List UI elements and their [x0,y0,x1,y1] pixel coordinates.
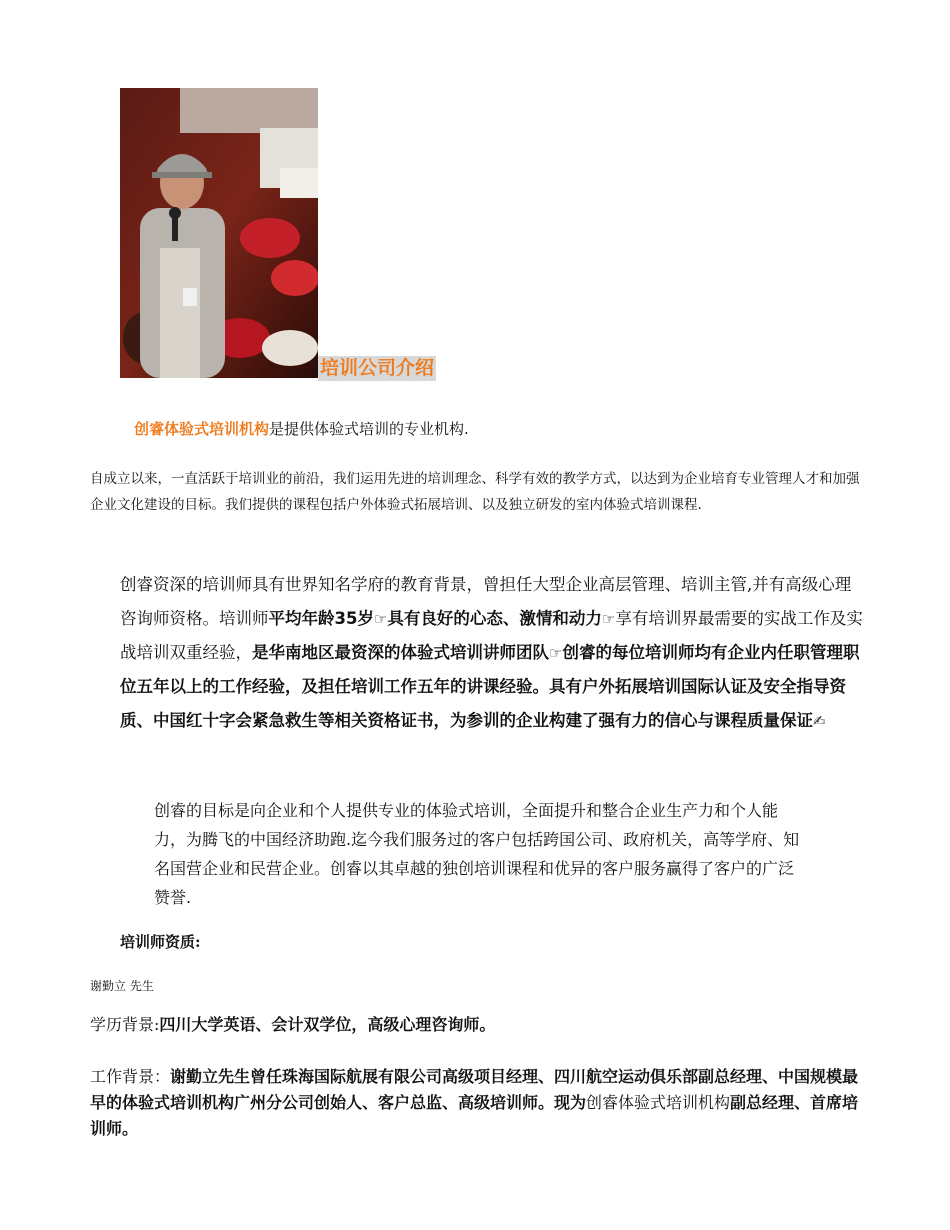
pointing-hand-icon: ☞ [601,610,616,628]
work-label: 工作背景： [90,1067,171,1086]
trainer-team-text-d: 享有培训界最需要的实战工作及实战培训双重经验， [120,609,863,662]
trainer-team-paragraph [120,568,865,738]
trainer-team-text-a: 创睿资深的培训师具有世界知名学府的教育背景，曾担任大型企业高层管理、培训主管,并有高级心理咨询师资格。培训师 [120,575,852,628]
work-brand: 创睿体验式培训机构 [586,1093,731,1112]
education-background [90,1012,495,1038]
pointing-hand-icon: ☞ [373,610,388,628]
trainer-photo-image [120,88,318,378]
qualifications-heading: 培训师资质: [120,933,201,951]
trainer-team-text-f: 创睿的每位培训师均有企业内任职管理职位五年以上的工作经验，及担任培训工作五年的讲课经验。具有户外拓展培训国际认证及安全指导资质、中国红十字会紧急救生等相关资格证书，为参训的企业构建了强有力的信心与课程质量保证 [120,643,860,730]
work-value: 谢勤立先生曾任珠海国际航展有限公司高级项目经理、四川航空运动俱乐部副总经理、中国规模最早的体验式培训机构广州分公司创始人、客户总监、高级培训师。现为 [90,1067,859,1112]
company-history-paragraph: 自成立以来，一直活跃于培训业的前沿，我们运用先进的培训理念、科学有效的教学方式，以达到为企业培育专业管理人才和加强企业文化建设的目标。我们提供的课程包括户外体验式拓展培训、以及独立研发的室内体验式培训课程. [90,471,860,513]
intro-paragraph [134,418,469,440]
trainer-team-text-e: 是华南地区最资深的体验式培训讲师团队 [252,643,549,662]
work-tail: 副总经理、首席培训师。 [90,1093,859,1138]
pointing-hand-icon: ☞ [549,644,563,662]
trainer-team-text-c: 具有良好的心态、激情和动力 [387,609,602,628]
writing-hand-icon: ✍ [813,712,826,730]
brand-name: 创睿体验式培训机构 [134,420,270,438]
work-background [90,1064,865,1142]
company-goal-paragraph: 创睿的目标是向企业和个人提供专业的体验式培训，全面提升和整合企业生产力和个人能力，为腾飞的中国经济助跑.迄今我们服务过的客户包括跨国公司、政府机关，高等学府、知名国营企业和民营企业。创睿以其卓越的独创培训课程和优异的客户服务赢得了客户的广泛赞誉. [154,801,800,907]
education-label: 学历背景: [90,1015,160,1034]
trainer-photo [120,88,318,378]
page-title: 培训公司介绍 [320,357,435,379]
education-value: 四川大学英语、会计双学位，高级心理咨询师。 [159,1015,496,1034]
trainer-name: 谢勤立 先生 [90,979,154,993]
intro-text: 是提供体验式培训的专业机构. [269,420,469,438]
trainer-team-text-b: 平均年龄35岁 [268,609,374,628]
